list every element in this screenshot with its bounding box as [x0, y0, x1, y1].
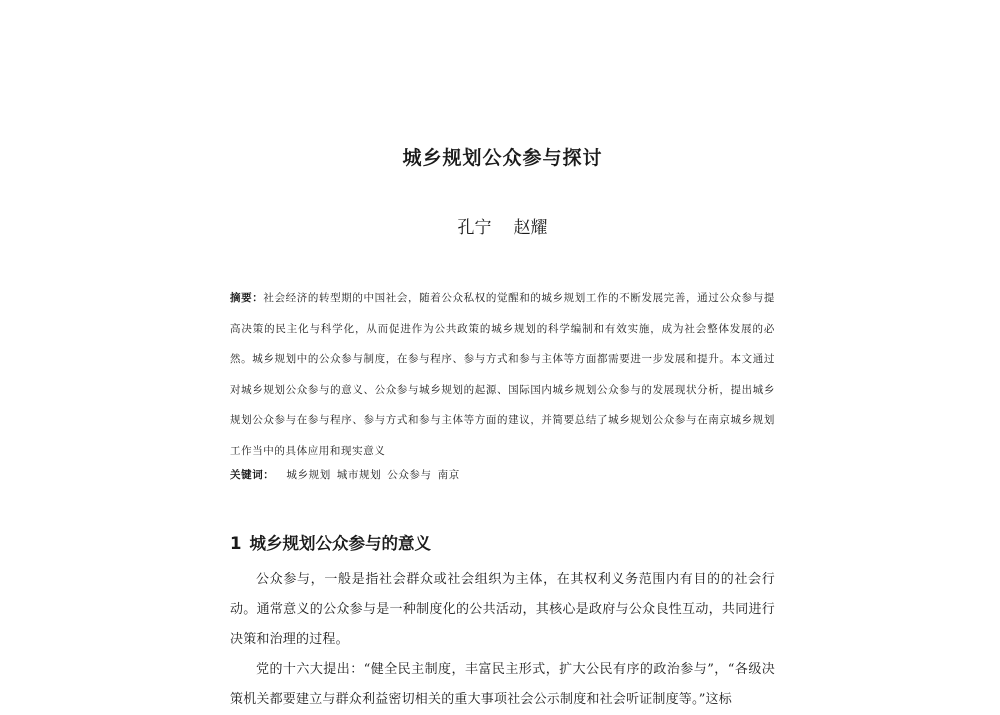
keyword: 公众参与	[387, 469, 432, 481]
section-heading	[230, 530, 775, 554]
paper-title: 城乡规划公众参与探讨	[402, 147, 603, 169]
author-name: 赵耀	[513, 218, 548, 238]
keywords	[230, 467, 775, 482]
paragraph: 党的十六大提出：“健全民主制度，丰富民主形式，扩大公民有序的政治参与”，“各级决策机关都要建立与群众利益密切相关的重大事项社会公示制度和社会听证制度等。”这标	[230, 662, 775, 707]
author-name: 孔宁	[457, 218, 492, 238]
keyword: 城市规划	[336, 469, 382, 481]
paper-authors	[230, 213, 775, 238]
keyword: 城乡规划	[286, 469, 331, 481]
abstract-label: 摘要：	[230, 292, 264, 304]
paragraph: 公众参与，一般是指社会群众或社会组织为主体，在其权利义务范围内有目的的社会行动。通常意义的公众参与是一种制度化的公共活动，其核心是政府与公众良性互动，共同进行决策和治理的过程。	[230, 572, 775, 647]
section-title: 城乡规划公众参与的意义	[249, 534, 431, 553]
section-number: 1	[230, 534, 242, 553]
abstract	[230, 283, 775, 466]
keywords-label: 关键词：	[230, 469, 275, 481]
paper-page	[230, 0, 775, 714]
abstract-text: 社会经济的转型期的中国社会，随着公众私权的觉醒和的城乡规划工作的不断发展完善，通过公众参与提高决策的民主化与科学化，从而促进作为公共政策的城乡规划的科学编制和有效实施，成为社会整体发展的必然。城乡规划中的公众参与制度，在参与程序、参与方式和参与主体等方面都需要进一步发展和提升。本文通过对城乡规划公众参与的意义、公众参与城乡规划的起源、国际国内城乡规划公众参与的发展现状分析，提出城乡规划公众参与在参与程序、参与方式和参与主体等方面的建议，并简要总结了城乡规划公众参与在南京城乡规划工作当中的具体应用和现实意义	[230, 292, 775, 457]
keyword: 南京	[437, 469, 460, 481]
body-text	[230, 565, 775, 715]
